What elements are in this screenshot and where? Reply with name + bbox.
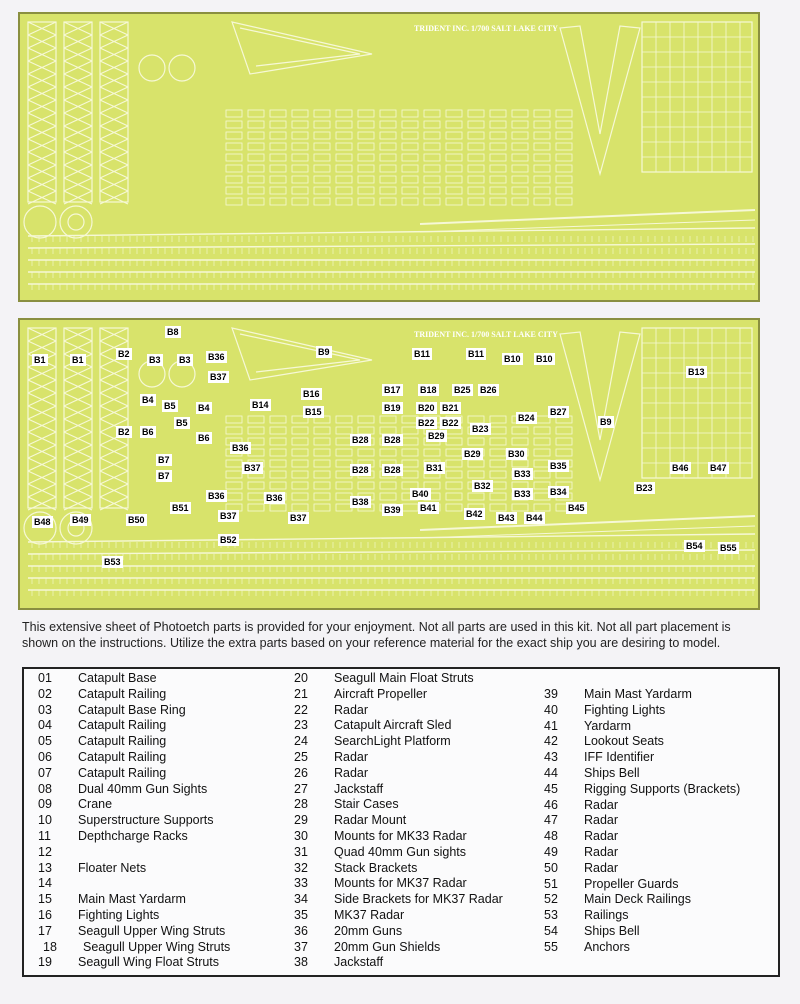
parts-list-row (38, 861, 288, 877)
part-number: 08 (38, 781, 52, 796)
part-number: 33 (294, 876, 308, 891)
part-label: B47 (710, 463, 727, 473)
part-label: B31 (426, 463, 443, 473)
part-name: Dual 40mm Gun Sights (78, 781, 208, 796)
part-label: B3 (179, 355, 191, 365)
parts-list-row (544, 750, 779, 766)
part-number: 16 (38, 907, 52, 922)
part-label: B5 (164, 401, 176, 411)
parts-list-row (38, 924, 288, 940)
part-number: 07 (38, 765, 52, 780)
part-label: B36 (208, 352, 225, 362)
part-number: 01 (38, 671, 52, 685)
part-number: 38 (294, 955, 308, 970)
part-name: Fighting Lights (584, 702, 666, 717)
parts-list-row (294, 924, 549, 940)
part-label: B13 (688, 367, 705, 377)
part-name: 20mm Guns (334, 923, 403, 938)
part-name: Radar (334, 749, 369, 764)
part-name: Seagull Upper Wing Struts (83, 939, 231, 954)
parts-list-row (544, 845, 779, 861)
part-number: 51 (544, 876, 558, 891)
part-label: B10 (504, 354, 521, 364)
part-label: B33 (514, 489, 531, 499)
part-label: B23 (472, 424, 489, 434)
part-name: Aircraft Propeller (334, 686, 428, 701)
part-label: B41 (420, 503, 437, 513)
part-name: Quad 40mm Gun sights (334, 844, 467, 859)
part-number: 30 (294, 828, 308, 843)
part-name: Radar (584, 829, 619, 844)
part-name: Lookout Seats (584, 734, 664, 749)
part-label: B37 (220, 511, 237, 521)
part-name (78, 876, 288, 892)
part-number: 17 (38, 923, 52, 938)
part-label: B28 (352, 465, 369, 475)
parts-list-row (38, 750, 288, 766)
part-label: B10 (536, 354, 553, 364)
part-number: 23 (294, 718, 308, 733)
parts-list-row (294, 845, 549, 861)
part-label: B4 (142, 395, 154, 405)
part-number: 37 (294, 939, 308, 954)
parts-column-2 (294, 671, 549, 971)
parts-list-row (294, 861, 549, 877)
part-label: B29 (464, 449, 481, 459)
part-name: Ships Bell (584, 923, 640, 938)
parts-list-row (294, 671, 549, 687)
parts-list-row (38, 829, 288, 845)
part-label: B5 (176, 418, 188, 428)
part-number: 46 (544, 797, 558, 812)
parts-list-row (294, 782, 549, 798)
parts-list-row (294, 703, 549, 719)
parts-list-row (544, 877, 779, 893)
part-number: 52 (544, 892, 558, 907)
parts-list-row (38, 876, 288, 892)
part-number: 04 (38, 718, 52, 733)
part-number: 19 (38, 955, 52, 970)
part-label: B11 (468, 349, 485, 359)
photoetch-artwork-top (20, 14, 760, 302)
parts-list-row (38, 940, 288, 956)
parts-list-row (294, 750, 549, 766)
part-label: B1 (34, 355, 46, 365)
part-name: Main Deck Railings (584, 892, 691, 907)
part-label: B39 (384, 505, 401, 515)
parts-list-row (544, 719, 779, 735)
part-name: Radar (584, 844, 619, 859)
part-label: B44 (526, 513, 543, 523)
part-label: B35 (550, 461, 567, 471)
part-name: Main Mast Yardarm (584, 687, 692, 701)
part-number: 41 (544, 718, 558, 733)
part-number: 20 (294, 671, 308, 685)
part-label: B37 (244, 463, 261, 473)
parts-list-row (38, 734, 288, 750)
part-number: 25 (294, 749, 308, 764)
part-number: 53 (544, 908, 558, 923)
part-number: 09 (38, 797, 52, 812)
parts-list-row (294, 829, 549, 845)
sheet-brand-text: TRIDENT INC. 1/700 SALT LAKE CITY (414, 24, 558, 33)
parts-list-row (294, 876, 549, 892)
parts-list-row (544, 940, 779, 956)
part-label: B17 (384, 385, 401, 395)
parts-list-row (294, 734, 549, 750)
part-number: 24 (294, 734, 308, 749)
part-name: Anchors (584, 939, 630, 954)
parts-list-row (294, 766, 549, 782)
part-name: Propeller Guards (584, 876, 679, 891)
part-label: B46 (672, 463, 689, 473)
part-label: B15 (305, 407, 322, 417)
part-name: Rigging Supports (Brackets) (584, 781, 741, 796)
part-name: Jackstaff (334, 955, 384, 970)
parts-list-row (294, 940, 549, 956)
parts-list-row (544, 813, 779, 829)
part-number: 29 (294, 813, 308, 828)
part-number: 26 (294, 765, 308, 780)
part-label: B8 (167, 327, 179, 337)
part-label: B43 (498, 513, 515, 523)
part-name: Superstructure Supports (78, 813, 214, 828)
part-label: B54 (686, 541, 703, 551)
part-label: B24 (518, 413, 535, 423)
part-label: B14 (252, 400, 269, 410)
part-label: B38 (352, 497, 369, 507)
part-label: B11 (414, 349, 431, 359)
part-label: B37 (210, 372, 227, 382)
part-name: MK37 Radar (334, 907, 405, 922)
parts-list-row (544, 766, 779, 782)
parts-list-row (294, 718, 549, 734)
parts-list-row (544, 861, 779, 877)
part-name: Side Brackets for MK37 Radar (334, 892, 503, 907)
part-label: B1 (72, 355, 84, 365)
part-label: B49 (72, 515, 89, 525)
part-label: B32 (474, 481, 491, 491)
part-label: B9 (600, 417, 612, 427)
part-label: B26 (480, 385, 497, 395)
part-number: 32 (294, 860, 308, 875)
part-name: Catapult Railing (78, 765, 167, 780)
part-label: B18 (420, 385, 437, 395)
part-name: Radar (334, 702, 369, 717)
part-label: B34 (550, 487, 567, 497)
part-number: 22 (294, 702, 308, 717)
parts-list-row (38, 703, 288, 719)
part-label: B2 (118, 427, 130, 437)
part-name: Fighting Lights (78, 907, 160, 922)
part-label: B55 (720, 543, 737, 553)
part-number: 27 (294, 781, 308, 796)
part-number: 43 (544, 750, 558, 765)
parts-list-row (38, 782, 288, 798)
part-name: Stair Cases (334, 797, 399, 812)
part-label: B7 (158, 455, 170, 465)
part-label: B52 (220, 535, 237, 545)
parts-list (22, 667, 780, 977)
part-name: Railings (584, 908, 629, 923)
part-name: Seagull Upper Wing Struts (78, 923, 226, 938)
part-name: Catapult Base (78, 671, 157, 685)
part-label: B48 (34, 517, 51, 527)
part-name: Ships Bell (584, 765, 640, 780)
part-label: B3 (149, 355, 161, 365)
part-number: 12 (38, 844, 52, 859)
parts-list-row (294, 955, 549, 971)
part-label: B40 (412, 489, 429, 499)
part-name: Floater Nets (78, 860, 147, 875)
part-label: B16 (303, 389, 320, 399)
parts-list-row (544, 829, 779, 845)
part-name: Radar (584, 860, 619, 875)
parts-list-row (544, 703, 779, 719)
parts-list-row (544, 782, 779, 798)
part-number: 34 (294, 892, 308, 907)
part-label: B33 (514, 469, 531, 479)
part-number: 55 (544, 939, 558, 954)
part-label: B28 (384, 435, 401, 445)
parts-list-row (294, 908, 549, 924)
part-label: B36 (232, 443, 249, 453)
part-label: B23 (636, 483, 653, 493)
parts-list-row (38, 718, 288, 734)
part-number: 54 (544, 923, 558, 938)
part-label: B50 (128, 515, 145, 525)
part-number: 06 (38, 749, 52, 764)
part-name: Radar (334, 765, 369, 780)
parts-list-row (294, 813, 549, 829)
part-number: 13 (38, 860, 52, 875)
part-number: 28 (294, 797, 308, 812)
part-number: 49 (544, 844, 558, 859)
intro-paragraph: This extensive sheet of Photoetch parts is provided for your enjoyment. Not all parts are used in this kit. Not all part placement is shown on the instructions. Utilize the extra parts based on your reference material for the exact ship you are desiring to model. (22, 620, 731, 650)
parts-column-1 (38, 671, 288, 971)
parts-list-row (38, 797, 288, 813)
part-name: Catapult Railing (78, 734, 167, 749)
part-label: B7 (158, 471, 170, 481)
part-number: 45 (544, 781, 558, 796)
part-number: 18 (43, 939, 57, 954)
part-number: 40 (544, 702, 558, 717)
part-name: Mounts for MK33 Radar (334, 828, 467, 843)
part-number: 50 (544, 860, 558, 875)
part-name: Radar (584, 797, 619, 812)
photoetch-sheet-labeled (18, 318, 760, 610)
part-number: 03 (38, 702, 52, 717)
part-name: Yardarm (584, 718, 632, 733)
photoetch-sheet-top (18, 12, 760, 302)
part-name: Stack Brackets (334, 860, 418, 875)
part-label: B53 (104, 557, 121, 567)
parts-list-row (38, 813, 288, 829)
part-name: Radar Mount (334, 813, 407, 828)
part-label: B30 (508, 449, 525, 459)
part-number: 36 (294, 923, 308, 938)
part-name: Mounts for MK37 Radar (334, 876, 467, 891)
part-number: 11 (38, 828, 51, 843)
part-name: Radar (584, 813, 619, 828)
part-number: 10 (38, 813, 52, 828)
part-number: 05 (38, 734, 52, 749)
part-label: B27 (550, 407, 567, 417)
part-name: Seagull Main Float Struts (334, 671, 474, 685)
part-name: Seagull Wing Float Struts (78, 955, 220, 970)
part-number: 42 (544, 734, 558, 749)
part-label: B45 (568, 503, 585, 513)
part-label: B36 (266, 493, 283, 503)
parts-list-row (38, 766, 288, 782)
part-number: 39 (544, 687, 558, 701)
part-label: B25 (454, 385, 471, 395)
parts-list-row (544, 734, 779, 750)
parts-list-row (38, 892, 288, 908)
parts-list-row (544, 924, 779, 940)
part-label: B36 (208, 491, 225, 501)
part-number: 31 (294, 844, 308, 859)
part-number: 15 (38, 892, 52, 907)
part-number: 48 (544, 829, 558, 844)
part-label: B37 (290, 513, 307, 523)
part-name: Main Mast Yardarm (78, 892, 186, 907)
part-number: 47 (544, 813, 558, 828)
part-label: B21 (442, 403, 459, 413)
part-label: B6 (142, 427, 154, 437)
part-label: B29 (428, 431, 445, 441)
part-label: B4 (198, 403, 210, 413)
parts-list-row (38, 671, 288, 687)
parts-list-row (294, 687, 549, 703)
part-name: Depthcharge Racks (78, 828, 188, 843)
part-number: 14 (38, 876, 52, 891)
part-label: B20 (418, 403, 435, 413)
part-name: 20mm Gun Shields (334, 939, 441, 954)
part-name: IFF Identifier (584, 750, 655, 765)
parts-list-row (544, 908, 779, 924)
part-name (78, 845, 288, 861)
part-name: SearchLight Platform (334, 734, 451, 749)
parts-column-3 (544, 687, 779, 956)
part-number: 02 (38, 686, 52, 701)
part-name: Catapult Railing (78, 718, 167, 733)
part-label: B19 (384, 403, 401, 413)
part-name: Jackstaff (334, 781, 384, 796)
parts-list-row (544, 798, 779, 814)
part-name: Catapult Aircraft Sled (334, 718, 452, 733)
part-label: B2 (118, 349, 130, 359)
part-name: Crane (78, 797, 113, 812)
parts-list-row (38, 845, 288, 861)
part-name: Catapult Railing (78, 749, 167, 764)
part-label: B6 (198, 433, 210, 443)
parts-list-row (544, 687, 779, 703)
part-number: 35 (294, 907, 308, 922)
parts-list-row (294, 892, 549, 908)
parts-list-row (294, 797, 549, 813)
sheet-brand-text: TRIDENT INC. 1/700 SALT LAKE CITY (414, 330, 558, 339)
part-label: B42 (466, 509, 483, 519)
part-label: B28 (384, 465, 401, 475)
part-label: B22 (442, 418, 459, 428)
part-number: 21 (294, 686, 308, 701)
part-label: B28 (352, 435, 369, 445)
parts-list-row (38, 687, 288, 703)
parts-list-row (544, 892, 779, 908)
part-label: B22 (418, 418, 435, 428)
parts-list-row (38, 908, 288, 924)
part-label: B9 (318, 347, 330, 357)
part-name: Catapult Railing (78, 686, 167, 701)
part-name: Catapult Base Ring (78, 702, 186, 717)
part-number: 44 (544, 765, 558, 780)
parts-list-row (38, 955, 288, 971)
part-label: B51 (172, 503, 189, 513)
